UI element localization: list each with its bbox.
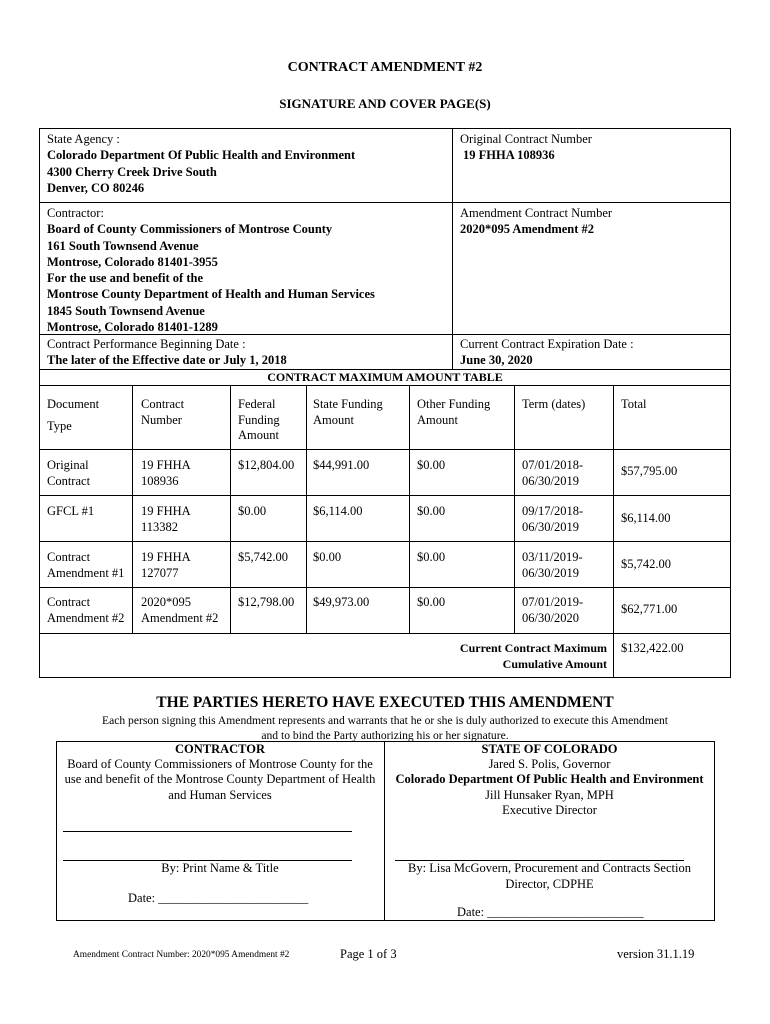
footer-contract-number: Amendment Contract Number: 2020*095 Amendment #2: [73, 950, 290, 960]
cell-doc: Amendment #2: [47, 610, 125, 625]
cumulative-label-line: Cumulative Amount: [502, 656, 607, 671]
state-director-name: Jill Hunsaker Ryan, MPH: [485, 787, 614, 802]
cell-other: $0.00: [417, 595, 446, 609]
contractor-line: Montrose, Colorado 81401-3955: [47, 254, 218, 269]
col-header-other: [417, 397, 490, 428]
col-header-total: Total: [621, 397, 647, 411]
expiration-value: June 30, 2020: [460, 353, 533, 368]
cell-number: Amendment #2: [141, 610, 219, 625]
state-by-line: By: Lisa McGovern, Procurement and Contracts Section: [408, 861, 691, 875]
cell-number: 2020*095: [141, 595, 191, 609]
execution-statement-line: Each person signing this Amendment represents and warrants that he or she is duly authorized to execute this Amendment: [101, 714, 669, 727]
execution-heading: THE PARTIES HERETO HAVE EXECUTED THIS AMENDMENT: [156, 694, 614, 711]
cumulative-label: [405, 641, 607, 672]
col-header-text: Federal: [238, 397, 276, 411]
cell-term: 06/30/2020: [522, 610, 579, 625]
performance-label: Contract Performance Beginning Date :: [47, 337, 246, 351]
cell-term: 03/11/2019-: [522, 550, 583, 564]
state-by-label: [386, 861, 713, 892]
cell-other: $0.00: [417, 504, 446, 518]
amendment-contract-label: Amendment Contract Number: [460, 206, 613, 220]
state-signature-heading: STATE OF COLORADO: [481, 742, 618, 756]
cell-other: $0.00: [417, 550, 446, 564]
cell-term: 07/01/2018-: [522, 458, 584, 472]
cell-federal: $5,742.00: [238, 550, 288, 564]
col-header-text: Amount: [417, 412, 458, 427]
contractor-label: Contractor:: [47, 206, 104, 220]
execution-statement-line: and to bind the Party authorizing his or her signature.: [261, 729, 509, 742]
cell-doc: Contract: [47, 595, 91, 609]
expiration-label: Current Contract Expiration Date :: [460, 337, 634, 351]
contractor-signature-heading: CONTRACTOR: [174, 742, 266, 756]
col-header-text: Number: [141, 412, 182, 427]
performance-block: [47, 336, 447, 369]
execution-statement: [0, 713, 770, 743]
col-header-text: Type: [47, 418, 72, 433]
contractor-line: For the use and benefit of the: [47, 271, 204, 286]
col-header-text: Funding: [238, 412, 280, 427]
cell-state: $6,114.00: [313, 504, 363, 518]
amendment-contract-value: 2020*095 Amendment #2: [460, 222, 595, 237]
cell-doc: Amendment #1: [47, 565, 125, 580]
cell-term: 06/30/2019: [522, 519, 579, 534]
expiration-block: [460, 336, 725, 369]
contractor-signature-line: and Human Services: [168, 787, 272, 802]
cell-doc: GFCL #1: [47, 504, 95, 518]
contractor-line: 161 South Townsend Avenue: [47, 238, 199, 253]
cell-term: 06/30/2019: [522, 565, 579, 580]
amendment-contract-block: [460, 205, 725, 238]
page-title: CONTRACT AMENDMENT #2: [287, 60, 483, 75]
cell-number: 113382: [141, 519, 179, 534]
state-director-title: Executive Director: [502, 802, 597, 817]
state-agency-address1: 4300 Cherry Creek Drive South: [47, 164, 217, 179]
contractor-by-label: By: Print Name & Title: [161, 861, 279, 875]
cell-total: $6,114.00: [621, 511, 671, 525]
cell-number: 127077: [141, 565, 179, 580]
state-signature-block: [386, 742, 713, 818]
cell-number: 19 FHHA: [141, 504, 191, 518]
cell-term: 07/01/2019-: [522, 595, 584, 609]
col-header-term: Term (dates): [522, 397, 586, 411]
cumulative-value: $132,422.00: [621, 641, 684, 655]
state-governor: Jared S. Polis, Governor: [488, 757, 611, 772]
cell-other: $0.00: [417, 458, 446, 472]
contractor-line: 1845 South Townsend Avenue: [47, 303, 205, 318]
cell-state: $49,973.00: [313, 595, 370, 609]
cell-number: 19 FHHA: [141, 458, 191, 472]
cell-total: $5,742.00: [621, 557, 671, 571]
cell-federal: $12,798.00: [238, 595, 295, 609]
col-header-document: [47, 397, 99, 434]
col-header-text: Contract: [141, 397, 185, 411]
cell-number: 19 FHHA: [141, 550, 191, 564]
col-header-text: Amount: [238, 428, 279, 442]
contractor-line: Montrose County Department of Health and Human Services: [47, 287, 375, 302]
col-header-contract-number: [141, 397, 184, 428]
cell-total: $62,771.00: [621, 602, 678, 616]
state-date-field[interactable]: Date: _________________________: [457, 905, 644, 919]
cell-federal: $12,804.00: [238, 458, 295, 472]
cell-state: $44,991.00: [313, 458, 370, 472]
cell-term: 06/30/2019: [522, 473, 579, 488]
cell-doc: Contract: [47, 473, 91, 488]
contractor-signature-line: use and benefit of the Montrose County Department of Health: [64, 772, 376, 787]
col-header-text: Other Funding: [417, 397, 491, 411]
cumulative-label-line: Current Contract Maximum: [459, 641, 607, 655]
original-contract-value: 19 FHHA 108936: [463, 148, 555, 163]
state-agency-name: Colorado Department Of Public Health and Environment: [47, 148, 356, 163]
col-header-text: Amount: [313, 412, 354, 427]
cell-number: 108936: [141, 473, 179, 488]
performance-value: The later of the Effective date or July 1, 2018: [47, 353, 287, 368]
contractor-date-field[interactable]: Date: ________________________: [128, 891, 309, 905]
cell-total: $57,795.00: [621, 464, 678, 478]
contractor-block: [47, 205, 447, 335]
contractor-line: Montrose, Colorado 81401-1289: [47, 320, 218, 335]
contractor-line: Board of County Commissioners of Montrose County: [47, 222, 333, 237]
state-agency-label: State Agency :: [47, 132, 120, 146]
cell-doc: Original: [47, 458, 89, 472]
page-subtitle: SIGNATURE AND COVER PAGE(S): [279, 96, 491, 111]
original-contract-block: [460, 131, 725, 164]
cell-term: 09/17/2018-: [522, 504, 584, 518]
footer-version: version 31.1.19: [617, 947, 695, 961]
cell-doc: Contract: [47, 550, 91, 564]
col-header-state: [313, 397, 383, 428]
col-header-text: State Funding: [313, 397, 383, 411]
col-header-federal: [238, 397, 280, 444]
contractor-signature-line: Board of County Commissioners of Montrose County for the: [67, 757, 373, 772]
cell-state: $0.00: [313, 550, 342, 564]
contractor-signature-field[interactable]: [63, 831, 352, 832]
cell-federal: $0.00: [238, 504, 267, 518]
table-caption: CONTRACT MAXIMUM AMOUNT TABLE: [267, 370, 503, 384]
col-header-text: Document: [47, 397, 100, 411]
state-agency-block: [47, 131, 447, 196]
state-department: Colorado Department Of Public Health and Environment: [395, 772, 704, 787]
state-agency-address2: Denver, CO 80246: [47, 180, 145, 195]
state-by-line: Director, CDPHE: [505, 876, 594, 891]
footer-page-number: Page 1 of 3: [340, 947, 397, 961]
contractor-signature-block: [58, 742, 382, 803]
original-contract-label: Original Contract Number: [460, 132, 592, 146]
